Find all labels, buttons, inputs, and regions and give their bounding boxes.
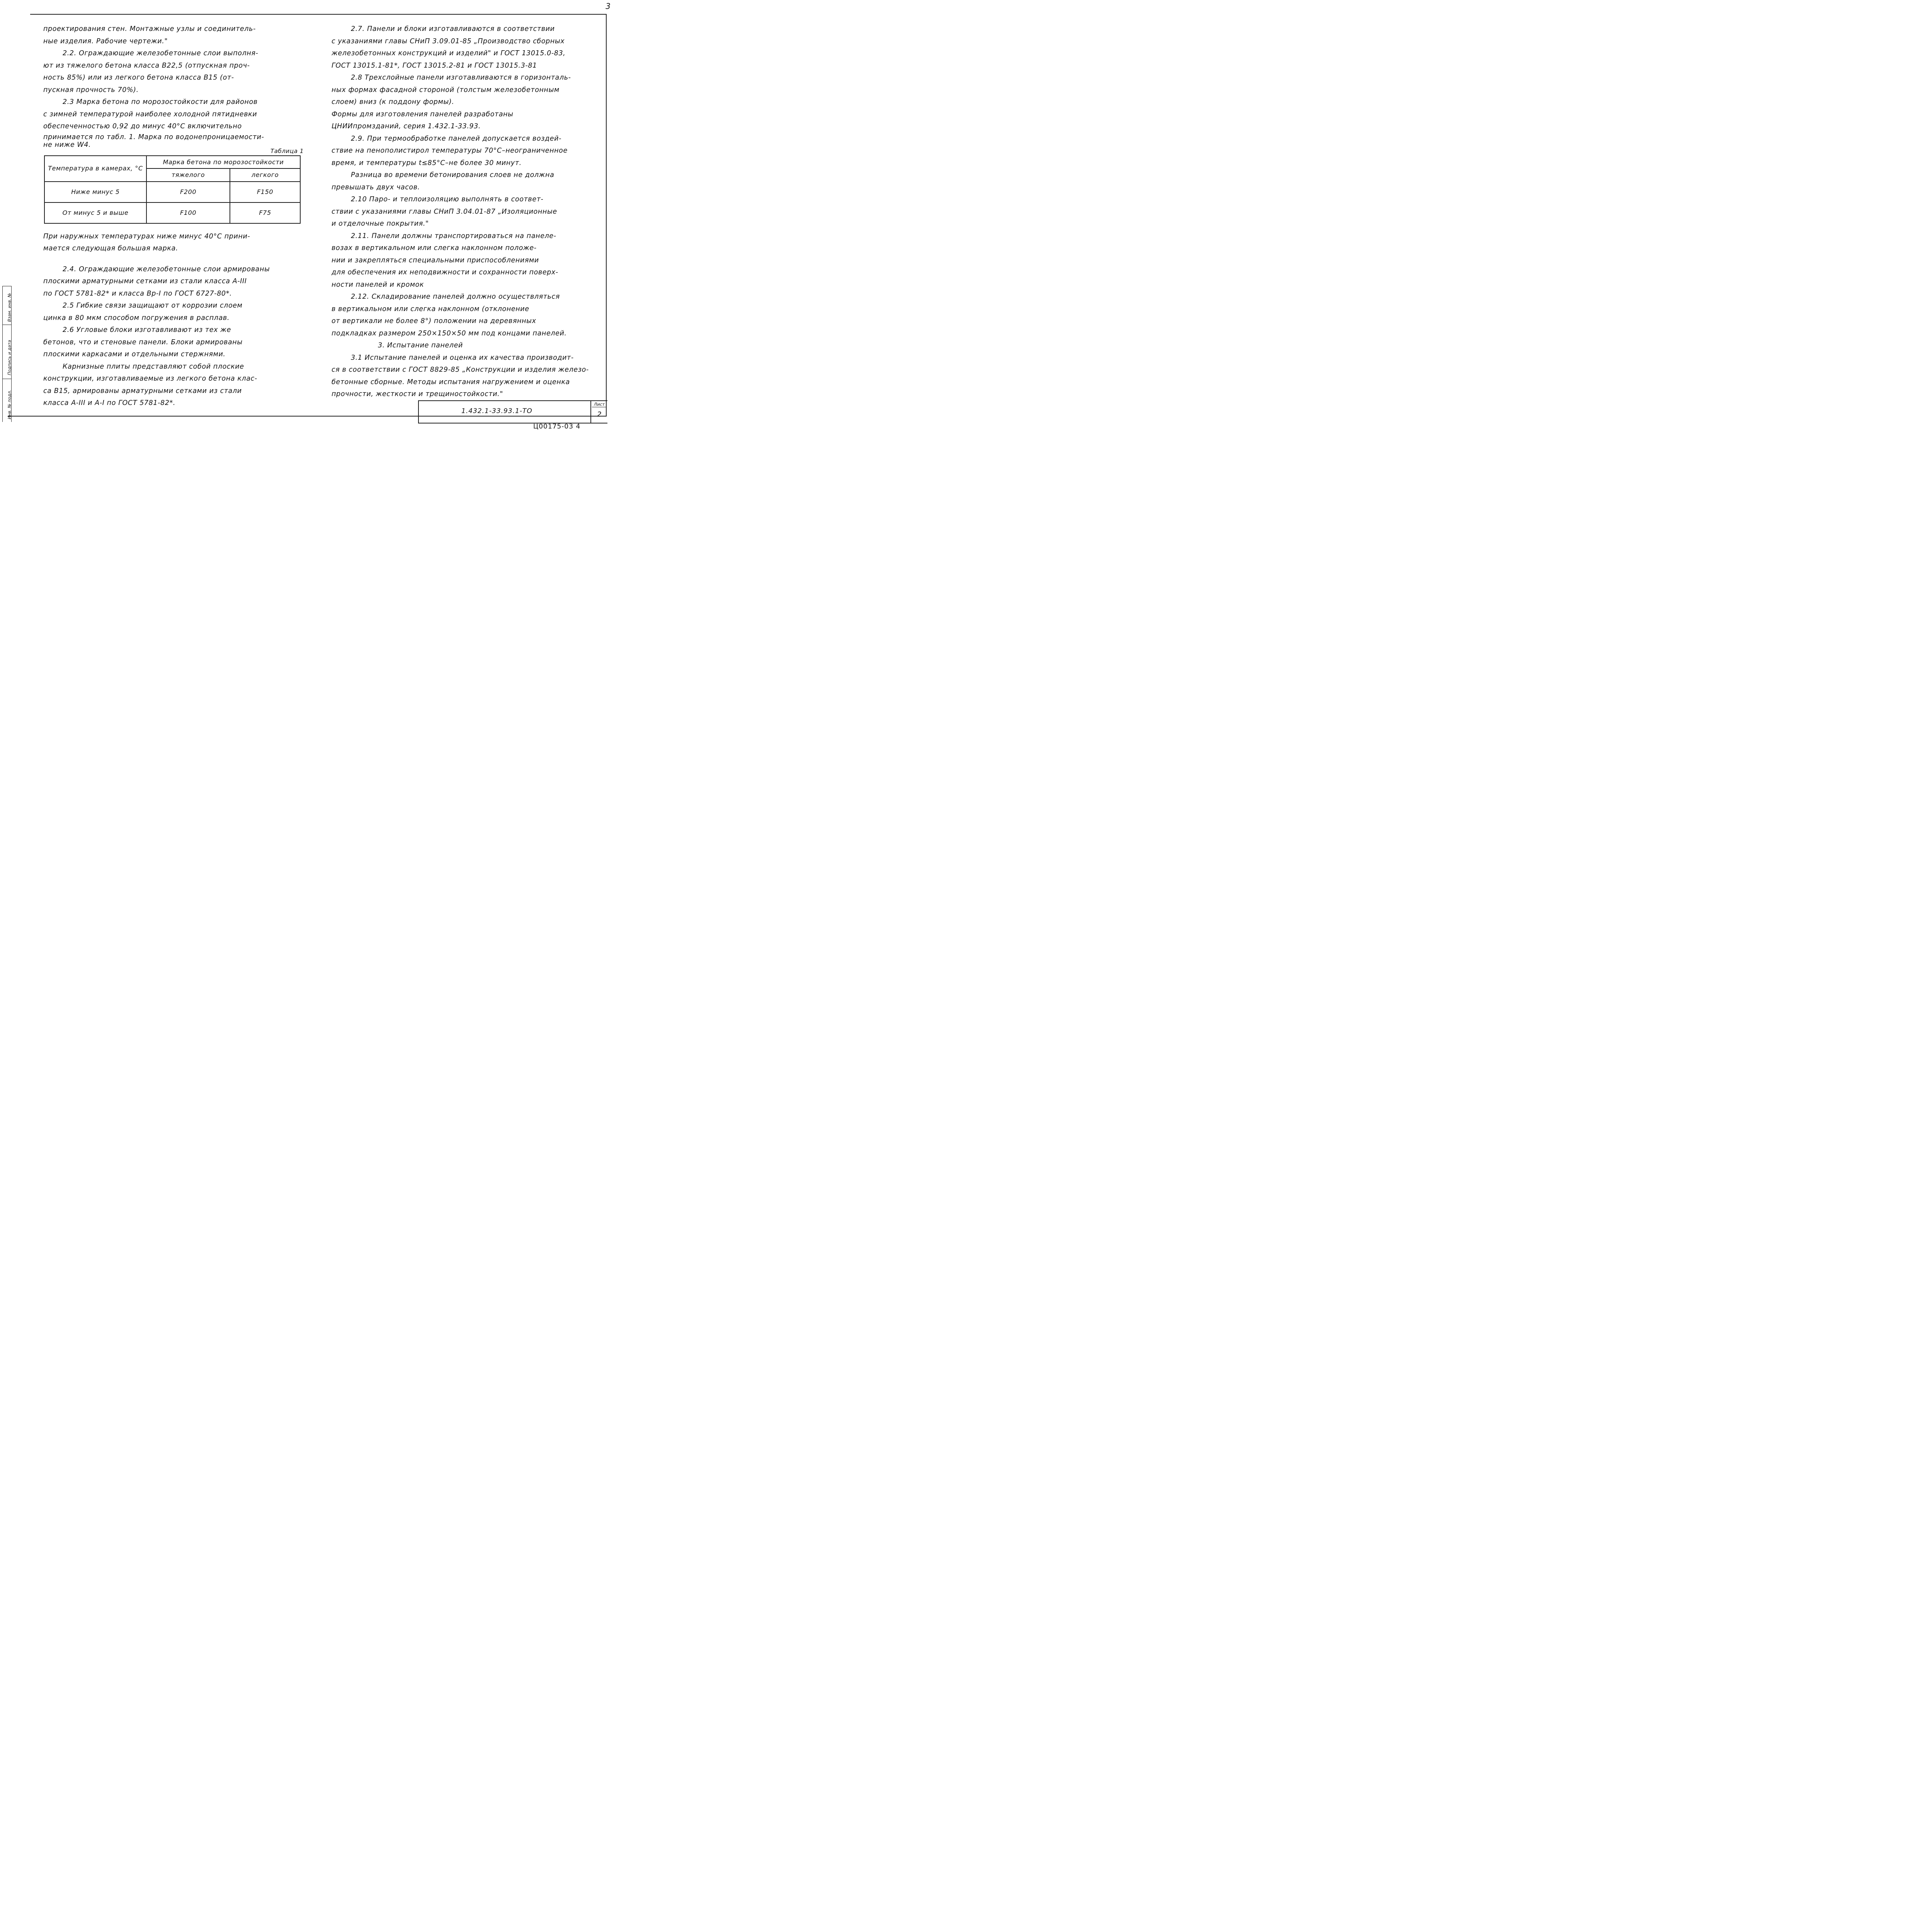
text-line: возах в вертикальном или слегка наклонном положе-: [332, 244, 537, 252]
text-line: ности панелей и кромок: [332, 281, 424, 289]
text-line: по ГОСТ 5781-82* и класса Вр-I по ГОСТ 6727-80*.: [43, 289, 232, 298]
text-line: ные изделия. Рабочие чертежи.": [43, 37, 168, 45]
text-line: нии и закрепляться специальными приспособлениями: [332, 256, 539, 264]
text-line: ЦНИИпромзданий, серия 1.432.1-33.93.: [332, 122, 481, 130]
text-line: плоскими каркасами и отдельными стержнями.: [43, 350, 226, 358]
text-line: железобетонных конструкций и изделий" и ГОСТ 13015.0-83,: [332, 49, 566, 57]
text-line: 3.1 Испытание панелей и оценка их качества производит-: [351, 354, 574, 362]
strip-label-podpis: Подпись и дата: [7, 340, 12, 375]
text-line: конструкции, изготавливаемые из легкого бетона клас-: [43, 375, 257, 383]
right-column: [332, 23, 602, 401]
text-line: Карнизные плиты представляют собой плоские: [63, 362, 244, 371]
text-line: ся в соответствии с ГОСТ 8829-85 „Конструкции и изделия железо-: [332, 366, 589, 374]
text-line: ность 85%) или из легкого бетона класса В15 (от-: [43, 74, 234, 82]
text-line: обеспеченностью 0,92 до минус 40°С включительно: [43, 122, 242, 130]
text-line: для обеспечения их неподвижности и сохранности поверх-: [332, 269, 558, 276]
text-line: слоем) вниз (к поддону формы).: [332, 98, 454, 106]
section-heading: 3. Испытание панелей: [378, 342, 463, 349]
text-line: Разница во времени бетонирования слоев не должна: [351, 171, 554, 179]
text-line: 2.6 Угловые блоки изготавливают из тех же: [63, 326, 231, 334]
table-cell-light: F150: [230, 182, 300, 202]
document-designation: 1.432.1-33.93.1-ТО: [461, 407, 532, 415]
table-cell-temperature: От минус 5 и выше: [44, 202, 146, 223]
table-header-heavy: тяжелого: [146, 168, 230, 182]
strip-label-inv-podl: Инв. № подл.: [7, 390, 12, 419]
text-line: 2.3 Марка бетона по морозостойкости для районов: [63, 98, 258, 106]
strip-cell-podpis: [3, 325, 11, 379]
text-line: 2.4. Ограждающие железобетонные слои армированы: [63, 265, 270, 273]
text-line: 2.5 Гибкие связи защищают от коррозии слоем: [63, 302, 243, 310]
table-header-grade: Марка бетона по морозостойкости: [146, 156, 300, 169]
table-row: [44, 182, 300, 202]
text-line: Формы для изготовления панелей разработаны: [332, 110, 514, 118]
text-line: не ниже W4.: [43, 141, 91, 149]
table-cell-heavy: F100: [146, 202, 230, 223]
text-line: мается следующая большая марка.: [43, 245, 178, 252]
text-line: ных формах фасадной стороной (толстым железобетонным: [332, 86, 560, 94]
text-line: са В15, армированы арматурными сетками из стали: [43, 387, 242, 395]
sheet-number-box: [590, 401, 607, 423]
text-line: ствие на пенополистирол температуры 70°С–неограниченное: [332, 147, 568, 155]
text-line: подкладках размером 250×150×50 мм под концами панелей.: [332, 329, 567, 337]
table-cell-temperature: Ниже минус 5: [44, 182, 146, 202]
text-line: в вертикальном или слегка наклонном (отклонение: [332, 305, 529, 313]
text-line: время, и температуры t≤85°С–не более 30 минут.: [332, 159, 522, 167]
text-line: с зимней температурой наиболее холодной пятидневки: [43, 110, 257, 118]
text-line: 2.2. Ограждающие железобетонные слои выполня-: [63, 49, 259, 57]
text-line: ствии с указаниями главы СНиП 3.04.01-87 „Изоляционные: [332, 207, 557, 216]
text-line: 2.9. При термообработке панелей допускается воздей-: [351, 134, 561, 143]
table-header-temperature: Температура в камерах, °С: [44, 156, 146, 182]
text-line: и отделочные покрытия.": [332, 220, 429, 228]
frame-border-top: [30, 14, 607, 15]
text-line: принимается по табл. 1. Марка по водонепроницаемости-: [43, 133, 264, 141]
drawing-sheet: [0, 0, 618, 430]
text-line: бетонов, что и стеновые панели. Блоки армированы: [43, 338, 243, 346]
table-caption: Таблица 1: [270, 147, 304, 155]
text-line: 2.10 Паро- и теплоизоляцию выполнять в соответ-: [351, 196, 544, 203]
text-line: класса А-III и А-I по ГОСТ 5781-82*.: [43, 399, 176, 407]
text-line: При наружных температурах ниже минус 40°С прини-: [43, 232, 250, 240]
text-line: с указаниями главы СНиП 3.09.01-85 „Производство сборных: [332, 37, 565, 45]
text-line: 2.12. Складирование панелей должно осуществляться: [351, 293, 560, 301]
text-line: 2.11. Панели должны транспортироваться на панеле-: [351, 232, 556, 240]
frame-border-right: [606, 14, 607, 417]
text-line: бетонные сборные. Методы испытания нагружением и оценка: [332, 378, 570, 386]
text-line: пускная прочность 70%).: [43, 86, 139, 94]
table-cell-light: F75: [230, 202, 300, 223]
page-corner-number: 3: [605, 2, 611, 11]
text-line: превышать двух часов.: [332, 183, 420, 191]
text-line: ют из тяжелого бетона класса В22,5 (отпускная проч-: [43, 61, 250, 70]
text-line: плоскими арматурными сетками из стали класса А-III: [43, 277, 247, 285]
text-line: 2.7. Панели и блоки изготавливаются в соответствии: [351, 25, 555, 33]
table-row: [44, 202, 300, 223]
text-line: прочности, жесткости и трещиностойкости.": [332, 390, 503, 398]
text-line: проектирования стен. Монтажные узлы и соединитель-: [43, 25, 256, 33]
text-line: 2.8 Трехслойные панели изготавливаются в горизонталь-: [351, 74, 571, 82]
text-line: от вертикали не более 8°) положении на деревянных: [332, 317, 536, 325]
text-line: ГОСТ 13015.1-81*, ГОСТ 13015.2-81 и ГОСТ 13015.3-81: [332, 61, 537, 70]
archive-stamp: Ц00175-03 4: [533, 423, 581, 430]
strip-label-vzam-inv: Взам. инв. №: [7, 293, 12, 322]
strip-cell-vzam-inv: [3, 286, 11, 325]
table-header-light: легкого: [230, 168, 300, 182]
sheet-label: Лист: [592, 402, 607, 407]
frost-resistance-table: [44, 155, 301, 224]
title-block: [418, 400, 607, 423]
approval-side-strip: [2, 286, 12, 422]
sheet-number: 2: [597, 410, 602, 418]
text-line: цинка в 80 мкм способом погружения в расплав.: [43, 314, 230, 322]
strip-cell-inv-podl: [3, 379, 11, 422]
table-cell-heavy: F200: [146, 182, 230, 202]
left-column: [43, 23, 306, 410]
